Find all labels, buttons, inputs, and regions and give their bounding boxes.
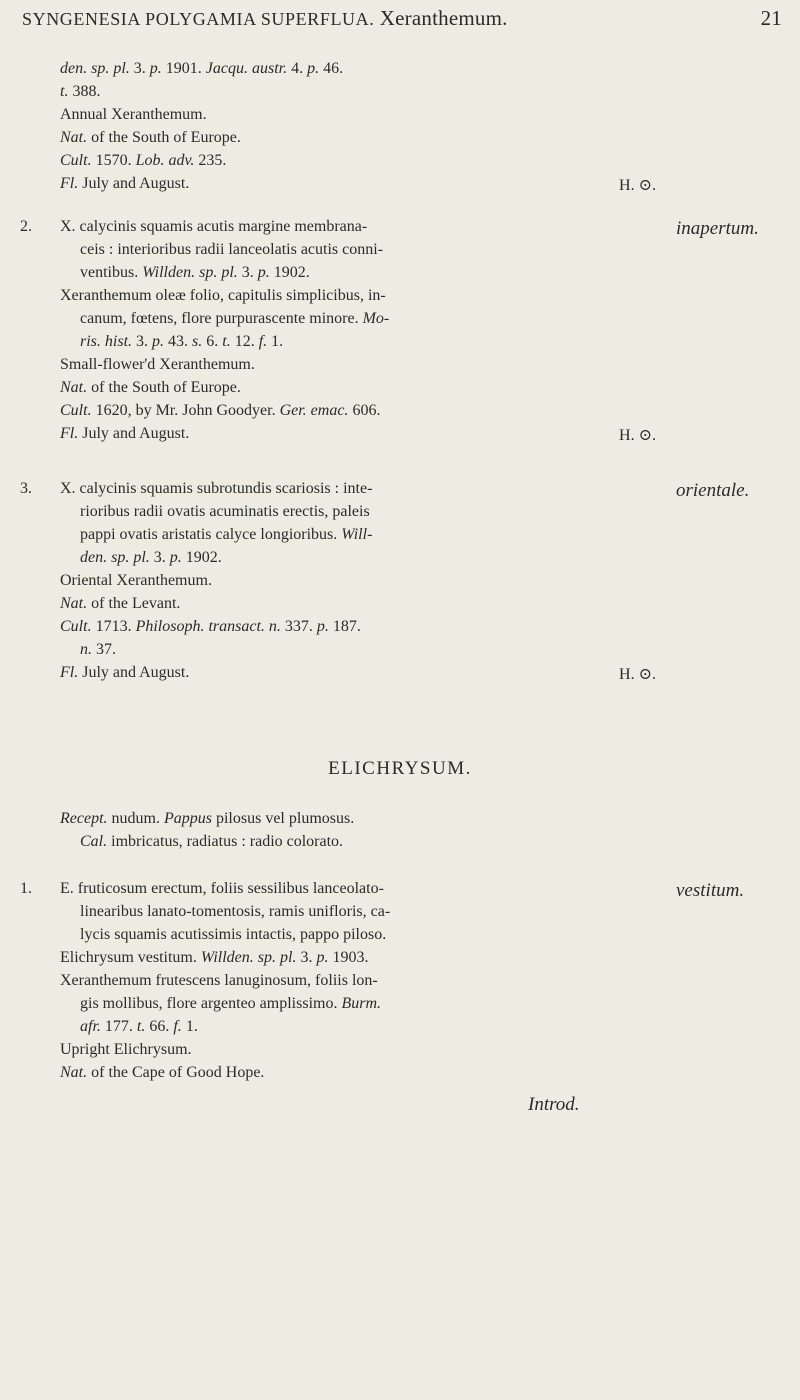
- text: of the Levant.: [87, 595, 181, 612]
- text-line: rioribus radii ovatis acuminatis erectis, paleis: [80, 503, 370, 520]
- citation: Burm.: [341, 995, 382, 1012]
- running-header: [22, 6, 782, 36]
- genus-description: [40, 810, 700, 856]
- text-line: [40, 995, 700, 1018]
- habit-symbol: H. ⊙.: [619, 427, 656, 444]
- text: 1.: [267, 333, 284, 350]
- text: ventibus.: [80, 264, 143, 281]
- text-line: [40, 641, 700, 664]
- entry-number: 3.: [20, 480, 32, 497]
- label-pappus: Pappus: [163, 810, 212, 827]
- margin-epithet: orientale.: [676, 480, 750, 501]
- text: s.: [192, 333, 203, 350]
- text: Elichrysum vestitum.: [60, 949, 201, 966]
- text-line: [40, 129, 700, 152]
- margin-epithet: inapertum.: [676, 218, 759, 239]
- species-entry: [20, 218, 759, 448]
- entry-number: 1.: [20, 880, 32, 897]
- text: gis mollibus, flore argenteo amplissimo.: [80, 995, 342, 1012]
- text: 3.: [237, 264, 258, 281]
- citation: Ger. emac.: [279, 402, 349, 419]
- text: July and August.: [78, 664, 190, 681]
- text: 37.: [92, 641, 116, 658]
- text: p.: [149, 60, 162, 77]
- header-genus: Xeranthemum.: [379, 6, 508, 30]
- text-line: X. calycinis squamis subrotundis scariosis : inte-: [60, 480, 373, 497]
- habit-symbol: H. ⊙.: [619, 177, 656, 194]
- label-cult: Cult.: [60, 402, 92, 419]
- text: p.: [307, 60, 320, 77]
- text-line: [40, 152, 700, 175]
- text-line: [40, 1018, 700, 1041]
- text: 1.: [181, 1018, 198, 1035]
- text: 235.: [194, 152, 227, 169]
- label-nat: Nat.: [60, 379, 88, 396]
- text: 4.: [287, 60, 308, 77]
- text-line: [40, 425, 700, 448]
- species-entry: [20, 480, 750, 687]
- text: 66.: [145, 1018, 174, 1035]
- text: f.: [173, 1018, 182, 1035]
- text: of the Cape of Good Hope.: [87, 1064, 265, 1081]
- text: 3.: [132, 333, 153, 350]
- text: 3.: [129, 60, 150, 77]
- text: p.: [152, 333, 165, 350]
- label-cult: Cult.: [60, 152, 92, 169]
- label-nat: Nat.: [60, 129, 88, 146]
- text-line: [40, 595, 700, 618]
- text: 46.: [319, 60, 344, 77]
- text-line: lycis squamis acutissimis intactis, pappo piloso.: [80, 926, 387, 943]
- text: 1902.: [269, 264, 310, 281]
- text-line: [40, 175, 700, 198]
- label-fl: Fl.: [60, 664, 79, 681]
- text: nudum.: [107, 810, 164, 827]
- label-cal: Cal.: [80, 833, 108, 850]
- text-line: E. fruticosum erectum, foliis sessilibus lanceolato-: [60, 880, 384, 897]
- text-line: [40, 60, 700, 83]
- label-recept: Recept.: [60, 810, 108, 827]
- text: 1902.: [181, 549, 222, 566]
- text-line: [40, 810, 700, 833]
- text: July and August.: [78, 175, 190, 192]
- common-name: Oriental Xeranthemum.: [60, 572, 212, 589]
- text: pappi ovatis aristatis calyce longioribus.: [80, 526, 342, 543]
- text-line: ceis : interioribus radii lanceolatis acutis conni-: [80, 241, 384, 258]
- text: 187.: [328, 618, 361, 635]
- text: July and August.: [78, 425, 190, 442]
- text: 3.: [149, 549, 170, 566]
- catchword: Introd.: [528, 1094, 580, 1115]
- text-line: X. calycinis squamis acutis margine membrana-: [60, 218, 368, 235]
- text: 43.: [164, 333, 193, 350]
- text: p.: [316, 618, 329, 635]
- citation: Lob. adv.: [135, 152, 195, 169]
- text: t.: [222, 333, 231, 350]
- text: of the South of Europe.: [87, 129, 241, 146]
- text: f.: [258, 333, 268, 350]
- text: 1903.: [328, 949, 369, 966]
- text: 1901.: [161, 60, 206, 77]
- label-nat: Nat.: [60, 1064, 88, 1081]
- citation: Jacqu. austr.: [205, 60, 288, 77]
- label-fl: Fl.: [60, 175, 79, 192]
- common-name: Small-flower'd Xeranthemum.: [60, 356, 255, 373]
- text: 1620, by Mr. John Goodyer.: [91, 402, 280, 419]
- text: 3.: [296, 949, 317, 966]
- text-line: [40, 1064, 700, 1087]
- text: 1713.: [91, 618, 136, 635]
- text: p.: [169, 549, 182, 566]
- citation: afr.: [80, 1018, 101, 1035]
- text: 12.: [230, 333, 259, 350]
- text: 337.: [280, 618, 317, 635]
- text-line: [40, 264, 700, 287]
- text: of the South of Europe.: [87, 379, 241, 396]
- text: 388.: [68, 83, 101, 100]
- entry-number: 2.: [20, 218, 32, 235]
- page-number: 21: [760, 6, 782, 30]
- entry-continued: [40, 60, 700, 198]
- text-line: [40, 833, 700, 856]
- text-line: [40, 664, 700, 687]
- label-cult: Cult.: [60, 618, 92, 635]
- citation: Will-: [341, 526, 373, 543]
- text: t.: [60, 83, 69, 100]
- citation: Willden. sp. pl.: [200, 949, 297, 966]
- header-title: [22, 6, 508, 31]
- text: p.: [257, 264, 270, 281]
- common-name: Annual Xeranthemum.: [60, 106, 207, 123]
- text-line: Xeranthemum oleæ folio, capitulis simplicibus, in-: [60, 287, 386, 304]
- text: imbricatus, radiatus : radio colorato.: [107, 833, 344, 850]
- citation: den. sp. pl.: [60, 60, 130, 77]
- citation: Mo-: [362, 310, 390, 327]
- text: p.: [316, 949, 329, 966]
- common-name: Upright Elichrysum.: [60, 1041, 192, 1058]
- citation: den. sp. pl.: [80, 549, 150, 566]
- text-line: [40, 402, 700, 425]
- text: 6.: [202, 333, 223, 350]
- text-line: [40, 526, 700, 549]
- text-line: [40, 618, 700, 641]
- text-line: [40, 549, 700, 572]
- citation: Willden. sp. pl.: [142, 264, 238, 281]
- species-entry: [20, 880, 745, 1087]
- text-line: [40, 83, 700, 106]
- margin-epithet: vestitum.: [676, 880, 745, 901]
- text: n.: [80, 641, 92, 658]
- text-line: linearibus lanato-tomentosis, ramis unifloris, ca-: [80, 903, 391, 920]
- text: t.: [136, 1018, 146, 1035]
- text-line: [40, 310, 700, 333]
- text-line: Xeranthemum frutescens lanuginosum, foliis lon-: [60, 972, 378, 989]
- text: 1570.: [91, 152, 136, 169]
- text: 177.: [100, 1018, 137, 1035]
- label-nat: Nat.: [60, 595, 88, 612]
- text-line: [40, 333, 700, 356]
- header-section: SYNGENESIA POLYGAMIA SUPERFLUA.: [22, 9, 375, 29]
- text-line: [40, 949, 700, 972]
- habit-symbol: H. ⊙.: [619, 666, 656, 683]
- citation: Philosoph. transact. n.: [135, 618, 281, 635]
- label-fl: Fl.: [60, 425, 79, 442]
- text: 606.: [348, 402, 381, 419]
- citation: ris. hist.: [80, 333, 133, 350]
- text: pilosus vel plumosus.: [211, 810, 355, 827]
- genus-heading: ELICHRYSUM.: [328, 758, 472, 779]
- text: canum, fœtens, flore purpurascente minore.: [80, 310, 363, 327]
- text-line: [40, 379, 700, 402]
